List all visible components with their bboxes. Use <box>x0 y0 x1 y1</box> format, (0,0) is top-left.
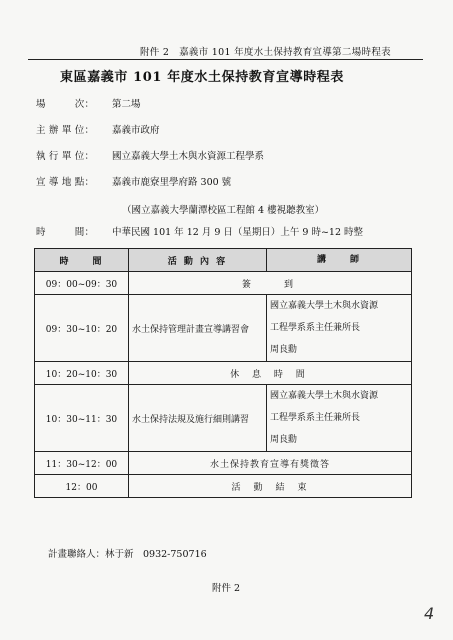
table-row <box>35 362 412 385</box>
info-label: 宣 導 地 點： <box>36 177 95 188</box>
row-activity: 水土保持法規及施行細則講習 <box>128 385 266 452</box>
row-speaker <box>267 295 412 362</box>
row-merged-activity: 休 息 時 間 <box>128 362 411 385</box>
footer-attachment-note: 附件 2 <box>212 583 241 594</box>
row-speaker <box>267 385 412 452</box>
speaker-line: 工程學系系主任兼所長 <box>270 323 361 333</box>
speaker-line: 周良勳 <box>270 435 298 445</box>
row-activity: 水土保持管理計畫宣導講習會 <box>128 295 266 362</box>
row-time: 09：00~09：30 <box>35 272 129 295</box>
table-row <box>35 475 412 498</box>
info-value: 嘉義市鹿寮里學府路 300 號 <box>112 177 232 188</box>
info-value: 中華民國 101 年 12 月 9 日（星期日）上午 9 時~12 時整 <box>112 227 364 238</box>
info-row-organizer <box>36 122 160 136</box>
table-row <box>35 385 412 452</box>
document-title: 東區嘉義市 101 年度水土保持教育宣導時程表 <box>60 70 344 85</box>
row-merged-activity: 活 動 結 束 <box>128 475 411 498</box>
schedule-table <box>34 248 412 498</box>
row-merged-activity: 水土保持教育宣導有獎徵答 <box>128 452 411 475</box>
info-label: 主 辦 單 位： <box>36 125 95 136</box>
info-row-executor <box>36 148 264 162</box>
info-label: 時 間： <box>36 227 95 238</box>
row-time: 11：30~12：00 <box>35 452 129 475</box>
column-header-speaker: 講 師 <box>267 249 412 272</box>
info-label: 執 行 單 位： <box>36 151 95 162</box>
speaker-line: 周良勳 <box>270 345 298 355</box>
table-row <box>35 452 412 475</box>
row-time: 12：00 <box>35 475 129 498</box>
info-value: 嘉義市政府 <box>112 125 160 136</box>
column-header-time: 時 間 <box>35 249 129 272</box>
column-header-activity: 活 動 內 容 <box>128 249 266 272</box>
info-row-date <box>36 224 363 238</box>
contact-person: 計畫聯絡人：林于新 0932-750716 <box>48 549 207 560</box>
table-row <box>35 295 412 362</box>
speaker-line: 工程學系系主任兼所長 <box>270 413 361 423</box>
row-time: 09：30~10：20 <box>35 295 129 362</box>
info-label: 場 次： <box>36 99 95 110</box>
location-detail: （國立嘉義大學蘭潭校區工程館 4 樓視聽教室） <box>122 205 325 216</box>
handwritten-page-number: 4 <box>424 604 435 623</box>
info-row-location <box>36 174 231 188</box>
speaker-line: 國立嘉義大學土木與水資源 <box>270 391 379 401</box>
row-time: 10：30~11：30 <box>35 385 129 452</box>
table-header-row <box>35 249 412 272</box>
header-rule <box>28 59 423 60</box>
info-value: 第二場 <box>112 99 141 110</box>
row-time: 10：20~10：30 <box>35 362 129 385</box>
row-merged-activity: 簽 到 <box>128 272 411 295</box>
info-row-session <box>36 96 141 110</box>
info-value: 國立嘉義大學土木與水資源工程學系 <box>112 151 265 162</box>
table-row <box>35 272 412 295</box>
speaker-line: 國立嘉義大學土木與水資源 <box>270 301 379 311</box>
header-note: 附件 2 嘉義市 101 年度水土保持教育宣導第二場時程表 <box>140 47 391 58</box>
